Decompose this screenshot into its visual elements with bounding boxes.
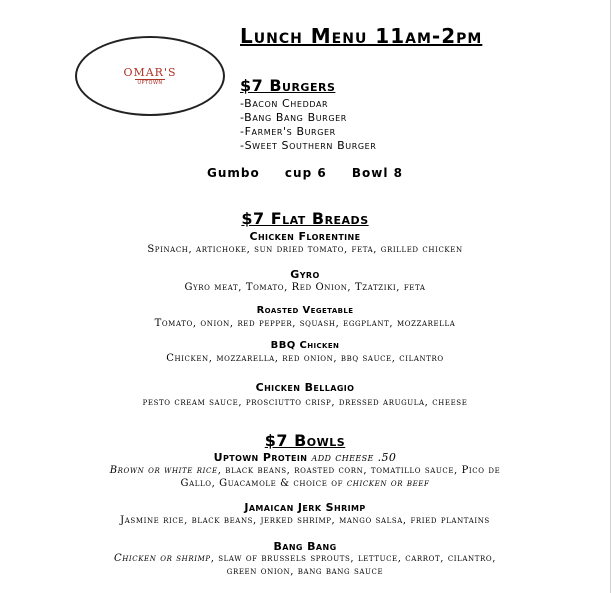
bowls-heading: $7 Bowls — [264, 431, 346, 450]
flatbread-name: Roasted Vegetable — [256, 305, 354, 316]
burger-item: -Bacon Cheddar — [240, 97, 329, 110]
flatbreads-heading: $7 Flat Breads — [241, 209, 369, 228]
bowl-description: green onion, bang bang sauce — [226, 566, 384, 577]
bowl-name: Uptown Protein — [213, 451, 308, 464]
bowl-addon: add cheese .50 — [311, 451, 397, 464]
burgers-heading: $7 Burgers — [240, 76, 336, 95]
bowl-name-line — [0, 451, 610, 464]
logo-name: OMAR'S — [123, 66, 177, 79]
gumbo-cup-price: cup 6 — [284, 166, 327, 180]
bowl-name: Bang Bang — [273, 540, 337, 553]
logo-subtitle: UPTOWN — [137, 80, 163, 86]
bowl-description-italic: Brown or white rice — [109, 465, 218, 476]
bowl-description — [0, 464, 610, 478]
bowl-description — [0, 477, 610, 491]
gumbo-name: Gumbo — [206, 166, 260, 180]
flatbread-description: Spinach, artichoke, sun dried tomato, feta, grilled chicken — [147, 244, 463, 255]
gumbo-line — [0, 166, 610, 180]
burger-item: -Farmer's Burger — [240, 125, 336, 138]
bowl-description-italic: Chicken or shrimp — [113, 553, 211, 564]
bowl-description-italic: chicken or beef — [346, 478, 430, 489]
bowl-description-text: , slaw of brussels sprouts, lettuce, carrot, cilantro, — [210, 553, 497, 564]
omars-uptown-logo — [75, 36, 225, 116]
gumbo-bowl-price: Bowl 8 — [351, 166, 403, 180]
bowl-description — [0, 552, 610, 566]
bowl-name: Jamaican Jerk Shrimp — [244, 501, 366, 514]
flatbread-description: Tomato, onion, red pepper, squash, eggplant, mozzarella — [154, 318, 456, 329]
menu-title: Lunch Menu 11am-2pm — [240, 24, 483, 48]
flatbread-description: Gyro meat, Tomato, Red Onion, Tzatziki, feta — [184, 282, 426, 293]
burger-item: -Bang Bang Burger — [240, 111, 347, 124]
flatbread-description: Chicken, mozzarella, red onion, bbq sauce, cilantro — [166, 353, 444, 364]
flatbread-name: Gyro — [290, 268, 320, 281]
flatbread-name: Chicken Bellagio — [255, 381, 355, 394]
bowl-description-text: Gallo, Guacamole & choice of — [180, 478, 347, 489]
burger-item: -Sweet Southern Burger — [240, 139, 377, 152]
flatbread-description: pesto cream sauce, prosciutto crisp, dressed arugula, cheese — [142, 397, 468, 408]
burger-list — [240, 97, 376, 153]
flatbread-name: Chicken Florentine — [249, 230, 361, 243]
flatbread-name: BBQ Chicken — [270, 340, 340, 351]
bowl-description-text: , black beans, roasted corn, tomatillo sauce, Pico de — [217, 465, 501, 476]
bowl-description: Jasmine rice, black beans, jerked shrimp, mango salsa, fried plantains — [120, 515, 490, 526]
